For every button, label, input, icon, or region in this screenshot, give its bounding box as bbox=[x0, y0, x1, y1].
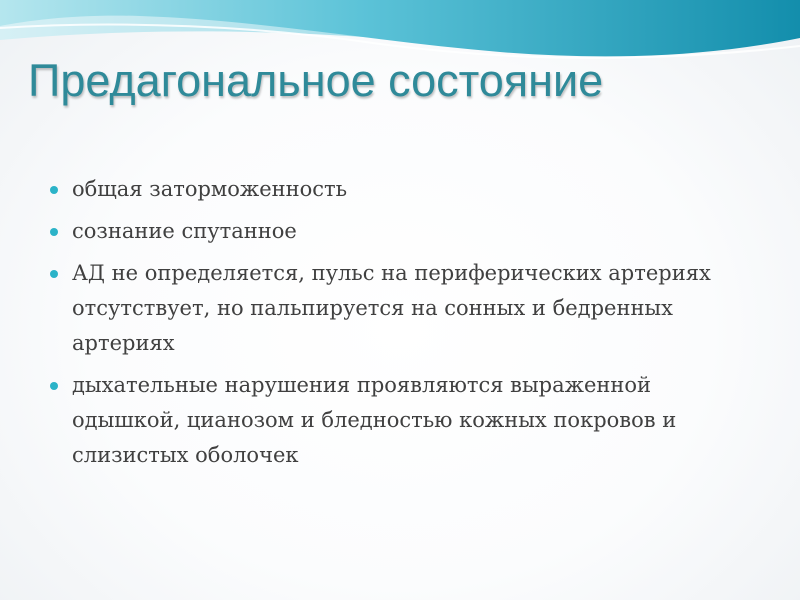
bullet-dot-icon bbox=[50, 228, 58, 236]
bullet-list bbox=[50, 172, 750, 480]
page-title: Предагональное состояние bbox=[28, 55, 604, 106]
list-item bbox=[50, 172, 750, 207]
bullet-dot-icon bbox=[50, 270, 58, 278]
bullet-dot-icon bbox=[50, 186, 58, 194]
bullet-text: общая заторможенность bbox=[72, 177, 348, 201]
bullet-text: сознание спутанное bbox=[72, 219, 297, 243]
bullet-text: АД не определяется, пульс на периферических артериях отсутствует, но пальпируется на сонных и бедренных артериях bbox=[72, 261, 711, 355]
bullet-dot-icon bbox=[50, 382, 58, 390]
list-item bbox=[50, 368, 750, 473]
bullet-text: дыхательные нарушения проявляются выраженной одышкой, цианозом и бледностью кожных покровов и слизистых оболочек bbox=[72, 373, 677, 467]
list-item bbox=[50, 256, 750, 361]
list-item bbox=[50, 214, 750, 249]
